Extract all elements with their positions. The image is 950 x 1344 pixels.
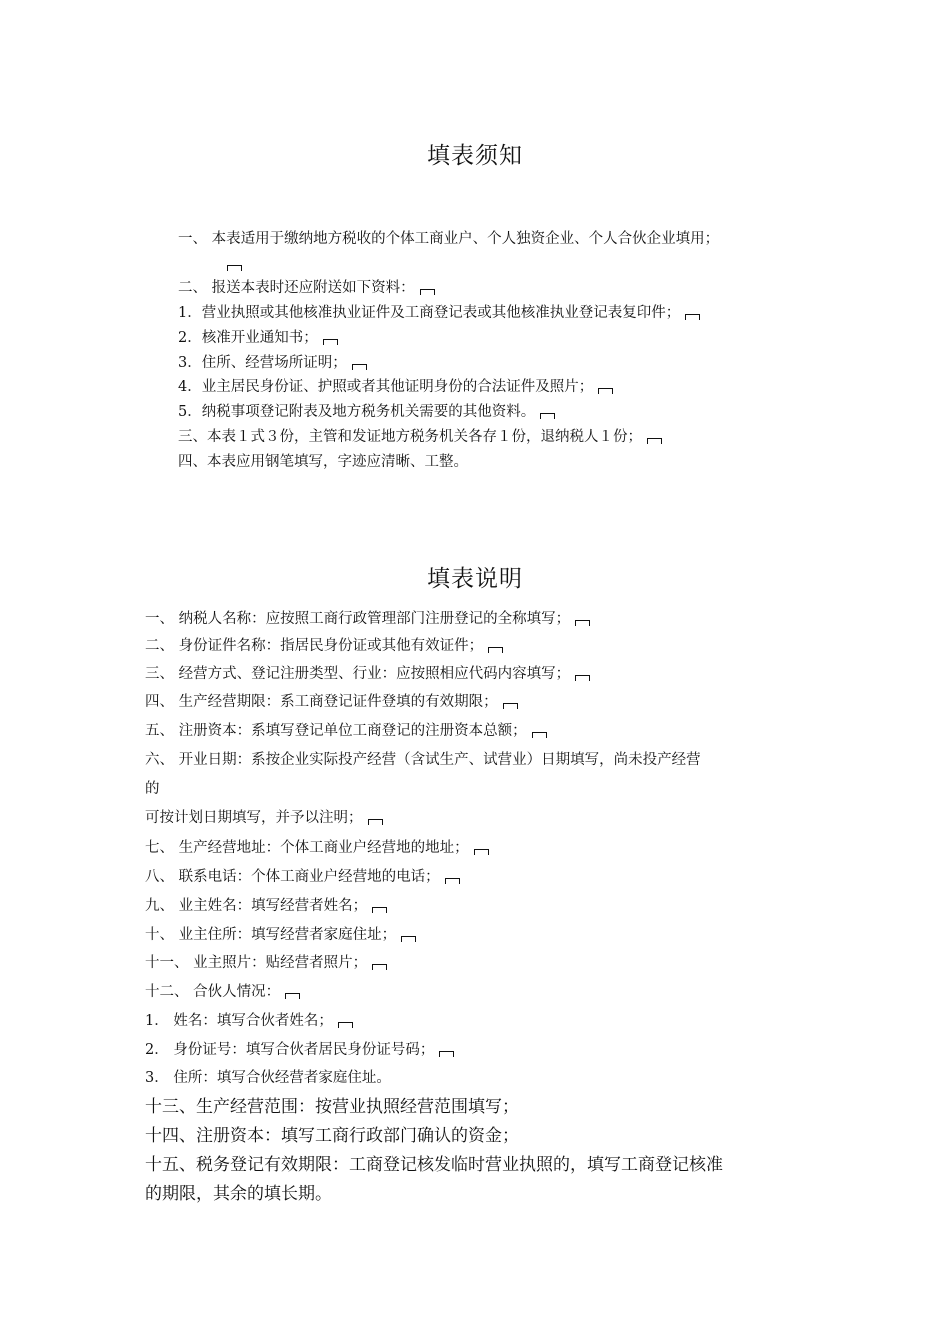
explanation-subitem: 2． 身份证号：填写合伙者居民身份证号码； [145, 1040, 454, 1060]
paragraph-mark-icon [445, 878, 460, 884]
paragraph-mark-icon [285, 993, 300, 999]
paragraph-mark-icon [488, 647, 503, 653]
paragraph-mark-icon [532, 732, 547, 738]
explanation-item: 一、 纳税人名称：应按照工商行政管理部门注册登记的全称填写； [145, 609, 590, 629]
explanation-item: 八、 联系电话：个体工商业户经营地的电话； [145, 867, 460, 887]
paragraph-mark-icon [503, 703, 518, 709]
paragraph-mark-icon [420, 289, 435, 295]
explanation-item-continuation: 的 [145, 781, 160, 797]
notice-item: 5．纳税事项登记附表及地方税务机关需要的其他资料。 [178, 402, 555, 422]
explanation-item: 四、 生产经营期限：系工商登记证件登填的有效期限； [145, 692, 518, 712]
explanation-title: 填表说明 [427, 566, 523, 592]
explanation-item: 十、 业主住所：填写经营者家庭住址； [145, 925, 416, 945]
paragraph-mark-icon [439, 1051, 454, 1057]
paragraph-mark-icon [685, 314, 700, 320]
paragraph-mark-icon [598, 388, 613, 394]
explanation-subitem: 1． 姓名：填写合伙者姓名； [145, 1011, 353, 1031]
paragraph-mark-icon [474, 849, 489, 855]
notice-item: 3．住所、经营场所证明； [178, 353, 367, 373]
explanation-item: 十二、 合伙人情况： [145, 982, 300, 1002]
paragraph-mark-icon [338, 1022, 353, 1028]
notice-item: 一、 本表适用于缴纳地方税收的个体工商业户、个人独资企业、个人合伙企业填用； [178, 231, 720, 247]
explanation-item: 三、 经营方式、登记注册类型、行业：应按照相应代码内容填写； [145, 664, 590, 684]
notice-item-continuation [222, 254, 242, 266]
notice-item: 二、 报送本表时还应附送如下资料： [178, 278, 435, 298]
paragraph-mark-icon [647, 438, 662, 444]
explanation-item: 五、 注册资本：系填写登记单位工商登记的注册资本总额； [145, 721, 547, 741]
paragraph-mark-icon [323, 339, 338, 345]
paragraph-mark-icon [575, 620, 590, 626]
paragraph-mark-icon [575, 675, 590, 681]
paragraph-mark-icon [368, 819, 383, 825]
explanation-item: 七、 生产经营地址：个体工商业户经营地的地址； [145, 838, 489, 858]
notice-item: 4．业主居民身份证、护照或者其他证明身份的合法证件及照片； [178, 377, 613, 397]
paragraph-mark-icon [401, 936, 416, 942]
notice-item: 2．核准开业通知书； [178, 328, 338, 348]
explanation-item-continuation: 的期限，其余的填长期。 [145, 1184, 332, 1204]
paragraph-mark-icon [227, 265, 242, 271]
explanation-item: 十五、税务登记有效期限：工商登记核发临时营业执照的，填写工商登记核准 [145, 1155, 723, 1175]
explanation-item: 十三、生产经营范围：按营业执照经营范围填写； [145, 1097, 519, 1117]
paragraph-mark-icon [372, 907, 387, 913]
explanation-subitem: 3． 住所：填写合伙经营者家庭住址。 [145, 1070, 391, 1086]
paragraph-mark-icon [372, 964, 387, 970]
paragraph-mark-icon [540, 413, 555, 419]
explanation-item: 十四、注册资本：填写工商行政部门确认的资金； [145, 1126, 519, 1146]
explanation-item: 十一、 业主照片：贴经营者照片； [145, 953, 387, 973]
explanation-item-continuation: 可按计划日期填写，并予以注明； [145, 808, 383, 828]
paragraph-mark-icon [352, 364, 367, 370]
explanation-item: 六、 开业日期：系按企业实际投产经营（含试生产、试营业）日期填写，尚未投产经营 [145, 752, 701, 768]
notice-item: 1．营业执照或其他核准执业证件及工商登记表或其他核准执业登记表复印件； [178, 303, 700, 323]
explanation-item: 二、 身份证件名称：指居民身份证或其他有效证件； [145, 636, 503, 656]
notice-title: 填表须知 [427, 143, 523, 169]
notice-item: 三、本表１式３份，主管和发证地方税务机关各存１份，退纳税人１份； [178, 427, 662, 447]
explanation-item: 九、 业主姓名：填写经营者姓名； [145, 896, 387, 916]
notice-item: 四、本表应用钢笔填写，字迹应清晰、工整。 [178, 454, 468, 470]
